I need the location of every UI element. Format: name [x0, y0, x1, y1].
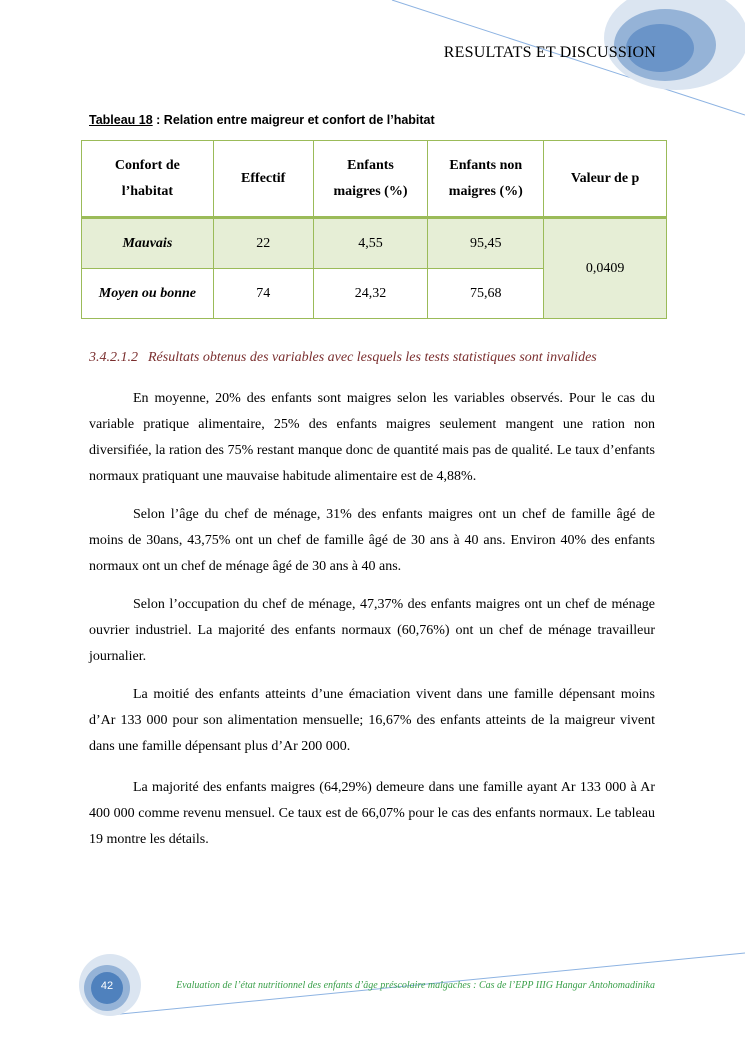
- paragraph: En moyenne, 20% des enfants sont maigres selon les variables observés. Pour le cas du variable pratique alimentaire, 25% des enfants maigres seulement mangent une ration non diversifiée, la ration des 75% restant manque donc de quantité mais pas de qualité. Le taux d’enfants normaux pratiquant une mauvaise habitude alimentaire est de 4,88%.: [89, 391, 655, 484]
- table-caption-text: : Relation entre maigreur et confort de l’habitat: [152, 113, 435, 127]
- header-non-maigres: Enfants non maigres (%): [428, 141, 544, 218]
- table-caption: [89, 113, 435, 127]
- section-title: Résultats obtenus des variables avec lesquels les tests statistiques sont invalides: [148, 350, 597, 365]
- cell-maigres: 24,32: [313, 269, 428, 319]
- header-confort: Confort de l’habitat: [82, 141, 214, 218]
- running-header-title: RESULTATS ET DISCUSSION: [443, 44, 656, 61]
- paragraph: La moitié des enfants atteints d’une émaciation vivent dans une famille dépensant moins d’Ar 133 000 pour son alimentation mensuelle; 16,67% des enfants atteints de la maigreur vivent dans une famille dépensant plus d’Ar 200 000.: [89, 687, 655, 754]
- cell-effectif: 22: [213, 218, 313, 269]
- header-maigres: Enfants maigres (%): [313, 141, 428, 218]
- paragraph: La majorité des enfants maigres (64,29%) demeure dans une famille ayant Ar 133 000 à Ar 400 000 comme revenu mensuel. Ce taux est de 66,07% pour le cas des enfants normaux. Le tableau 19 montre les détails.: [89, 780, 655, 847]
- row-label: Mauvais: [82, 218, 214, 269]
- table-caption-label: Tableau 18: [89, 113, 153, 127]
- header-p-value: Valeur de p: [544, 141, 667, 218]
- paragraph: Selon l’occupation du chef de ménage, 47,37% des enfants maigres ont un chef de ménage ouvrier industriel. La majorité des enfants normaux (60,76%) ont un chef de ménage travailleur journalier.: [89, 597, 655, 664]
- cell-p-value: 0,0409: [544, 218, 667, 319]
- cell-non-maigres: 95,45: [428, 218, 544, 269]
- cell-effectif: 74: [213, 269, 313, 319]
- data-table: [81, 140, 667, 319]
- header-effectif: Effectif: [213, 141, 313, 218]
- paragraph: Selon l’âge du chef de ménage, 31% des enfants maigres ont un chef de famille âgé de moins de 30ans, 43,75% ont un chef de famille âgé de 30 ans à 40 ans. Environ 40% des enfants normaux ont un chef de ménage âgé de 30 ans à 40 ans.: [89, 507, 655, 574]
- footer-text: Evaluation de l’état nutritionnel des enfants d’âge préscolaire malgaches : Cas de l’EPP IIIG Hangar Antohomadinika: [176, 980, 655, 991]
- table-row: [82, 218, 667, 269]
- section-number: 3.4.2.1.2: [89, 350, 138, 365]
- cell-maigres: 4,55: [313, 218, 428, 269]
- section-heading: [89, 350, 597, 366]
- row-label: Moyen ou bonne: [82, 269, 214, 319]
- table-header-row: [82, 141, 667, 218]
- page-number: 42: [100, 980, 114, 992]
- cell-non-maigres: 75,68: [428, 269, 544, 319]
